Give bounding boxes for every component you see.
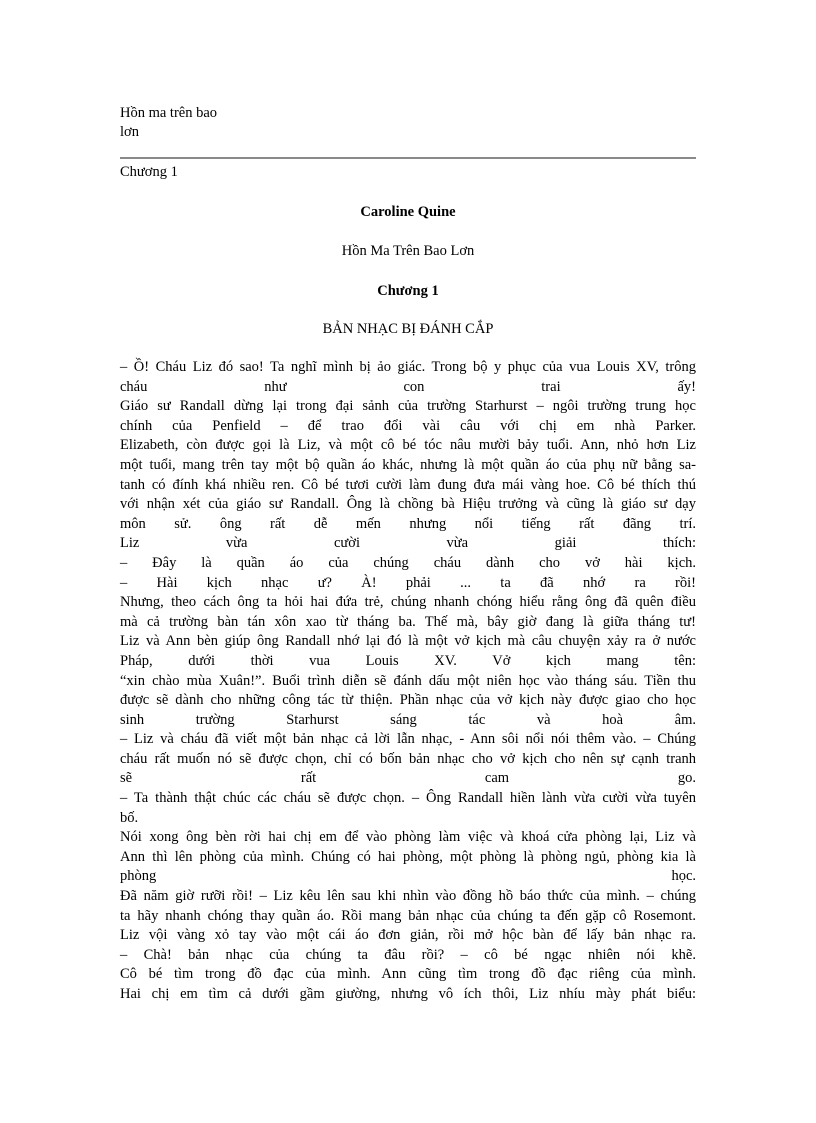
body-line: môn sử. ông rất dễ mến nhưng nổi tiếng rất đãng trí.: [120, 515, 696, 532]
body-line: một tuổi, mang trên tay một bộ quần áo khác, nhưng là một quần áo của phụ nữ bằng sa-: [120, 456, 696, 473]
body-line: Pháp, dưới thời vua Louis XV. Vở kịch mang tên:: [120, 652, 696, 669]
body-line: cháu như con trai ấy!: [120, 378, 696, 395]
body-line: – Ta thành thật chúc các cháu sẽ được chọn. – Ông Randall hiền lành vừa cười vừa tuyên: [120, 790, 696, 807]
header-title-line-2: lơn: [120, 124, 139, 140]
body-line: mà cả trường bàn tán xôn xao từ tháng ba. Thế mà, bây giờ đang là giữa tháng tư!: [120, 613, 696, 630]
author-name: Caroline Quine: [360, 204, 456, 220]
body-line: – Chà! bản nhạc của chúng ta đâu rồi? – cô bé ngạc nhiên nói khẽ.: [120, 946, 696, 963]
body-line: sẽ rất cam go.: [120, 770, 696, 787]
body-line: Giáo sư Randall dừng lại trong đại sảnh của trường Starhurst – ngôi trường trung học: [120, 398, 696, 415]
body-line: chính của Penfield – để trao đổi vài câu với chị em nhà Parker.: [120, 417, 696, 434]
body-line: bố.: [120, 809, 139, 826]
body-line: tanh có đính khá nhiều ren. Cô bé tươi cười làm đung đưa mái vàng hoe. Cô bé thích thú: [120, 476, 696, 493]
header-title-line-1: Hồn ma trên bao: [120, 105, 218, 121]
body-line: được sẽ dành cho những công tác từ thiện. Phần nhạc của vở kịch này được giao cho học: [120, 692, 696, 709]
book-title: Hồn Ma Trên Bao Lơn: [341, 243, 475, 259]
body-line: Ann thì lên phòng của mình. Chúng có hai phòng, một phòng là phòng ngủ, phòng kia là: [120, 848, 696, 865]
header-divider: [120, 157, 696, 159]
body-line: – Ồ! Cháu Liz đó sao! Ta nghĩ mình bị ảo giác. Trong bộ y phục của vua Louis XV, trông: [120, 359, 696, 375]
body-line: cháu rất muốn nó sẽ được chọn, chỉ có bốn bản nhạc cho vở kịch cho nên sự cạnh tranh: [120, 750, 696, 767]
body-line: Elizabeth, còn được gọi là Liz, và một cô bé tóc nâu mười bảy tuổi. Ann, nhỏ hơn Liz: [120, 437, 696, 454]
body-line: “xin chào mùa Xuân!”. Buổi trình diễn sẽ đánh dấu một niên học vào tháng sáu. Tiền thu: [120, 672, 696, 689]
body-line: Liz vội vàng xỏ tay vào một cái áo đơn giản, rồi mở hộc bàn để lấy bản nhạc ra.: [120, 927, 696, 944]
chapter-label: Chương 1: [120, 164, 178, 180]
body-line: – Đây là quần áo của chúng cháu dành cho vở hài kịch.: [120, 554, 696, 571]
body-line: – Liz và cháu đã viết một bản nhạc cả lời lẫn nhạc, - Ann sôi nổi nói thêm vào. – Chúng: [120, 731, 696, 748]
body-line: Nhưng, theo cách ông ta hỏi hai đứa trẻ, chúng nhanh chóng hiểu rằng ông đã quên điều: [120, 594, 696, 611]
chapter-title: BẢN NHẠC BỊ ĐÁNH CẮP: [322, 321, 494, 337]
body-line: ta hãy nhanh chóng thay quần áo. Rồi mang bản nhạc của chúng ta đến gặp cô Rosemont.: [120, 907, 696, 924]
body-line: Cô bé tìm trong đồ đạc của mình. Ann cũng tìm trong đồ đạc riêng của mình.: [120, 966, 696, 983]
body-line: với nhận xét của giáo sư Randall. Ông là chồng bà Hiệu trưởng và cũng là giáo sư dạy: [120, 496, 696, 513]
body-line: sinh trường Starhurst sáng tác và hoà âm.: [120, 711, 696, 728]
body-line: Hai chị em tìm cả dưới gầm giường, nhưng vô ích thôi, Liz nhíu mày phát biểu:: [120, 986, 696, 1002]
body-line: – Hài kịch nhạc ư? À! phải ... ta đã nhớ ra rồi!: [120, 574, 696, 591]
body-line: Đã năm giờ rưỡi rồi! – Liz kêu lên sau khi nhìn vào đồng hồ báo thức của mình. – chúng: [120, 888, 696, 905]
body-line: Liz và Ann bèn giúp ông Randall nhớ lại đó là một vở kịch mà câu chuyện xảy ra ở nước: [120, 633, 696, 650]
document-header: [120, 104, 217, 142]
body-line: Nói xong ông bèn rời hai chị em để vào phòng làm việc và khoá cửa phòng lại, Liz và: [120, 829, 696, 846]
body-line: phòng học.: [120, 868, 696, 885]
body-line: Liz vừa cười vừa giải thích:: [120, 535, 696, 552]
body-text: [120, 358, 696, 1005]
chapter-heading: Chương 1: [377, 283, 439, 299]
